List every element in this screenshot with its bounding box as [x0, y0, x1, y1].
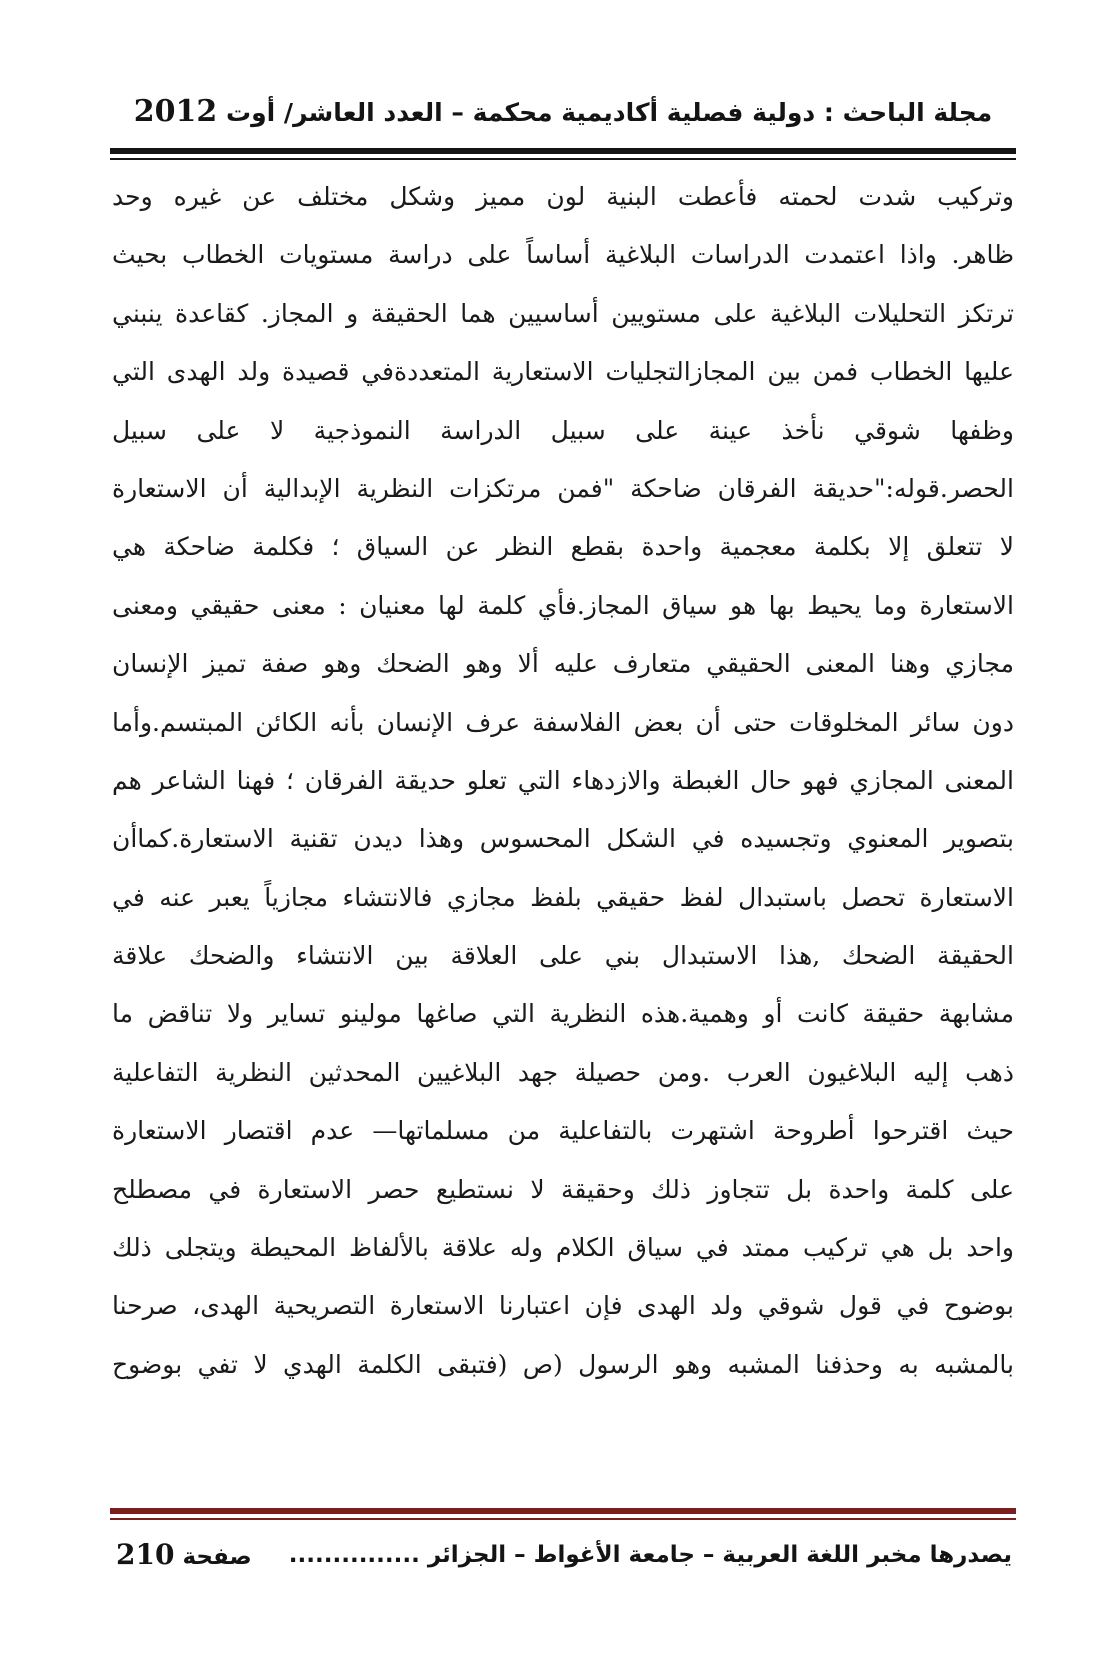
page-footer — [110, 1530, 1016, 1580]
journal-header-year: 2012 — [133, 94, 218, 129]
body-line: الاستعارة تحصل باستبدال لفظ حقيقي بلفظ مجازي فالانتشاء مجازياً يعبر عنه في — [112, 882, 1014, 912]
footer-rule-thin — [110, 1518, 1016, 1520]
body-line: ذهب إليه البلاغيون العرب .ومن حصيلة جهد البلاغيين المحدثين النظرية التفاعلية — [112, 1057, 1014, 1087]
body-line: بوضوح في قول شوقي ولد الهدى فإن اعتبارنا الاستعارة التصريحية الهدى، صرحنا — [112, 1291, 1014, 1321]
body-text — [112, 168, 1014, 1394]
body-line: وتركيب شدت لحمته فأعطت البنية لون مميز وشكل مختلف عن غيره وحد — [112, 182, 1014, 211]
body-line: بالمشبه به وحذفنا المشبه وهو الرسول (ص (فتبقى الكلمة الهدي لا تفي بوضوح — [112, 1349, 1014, 1379]
body-line: الحصر.قوله:"حديقة الفرقان ضاحكة "فمن مرتكزات النظرية الإبدالية أن الاستعارة — [112, 473, 1014, 503]
body-line: بتصوير المعنوي وتجسيده في الشكل المحسوس وهذا ديدن تقنية الاستعارة.كماأن — [112, 824, 1014, 854]
body-line: حيث اقترحوا أطروحة اشتهرت بالتفاعلية من مسلماتها— عدم اقتصار الاستعارة — [112, 1116, 1014, 1146]
page-number-block — [116, 1530, 252, 1582]
footer-publisher: يصدرها مخبر اللغة العربية – جامعة الأغواط – الجزائر ............... — [288, 1542, 1012, 1568]
header-rule-thick — [110, 148, 1016, 154]
body-line: على كلمة واحدة بل تتجاوز ذلك وحقيقة لا نستطيع حصر الاستعارة في مصطلح — [112, 1174, 1014, 1204]
body-line: مجازي وهنا المعنى الحقيقي متعارف عليه ألا وهو الضحك وهو صفة تميز الإنسان — [112, 649, 1014, 679]
journal-header — [110, 92, 1016, 133]
body-line: ترتكز التحليلات البلاغية على مستويين أساسيين هما الحقيقة و المجاز. كقاعدة ينبني — [112, 298, 1014, 328]
page-label: صفحة — [182, 1544, 252, 1570]
body-line: دون سائر المخلوقات حتى أن بعض الفلاسفة عرف الإنسان بأنه الكائن المبتسم.وأما — [112, 707, 1014, 737]
body-line: عليها الخطاب فمن بين المجازالتجليات الاستعارية المتعددةفي قصيدة ولد الهدى التي — [112, 357, 1014, 387]
body-line: الاستعارة وما يحيط بها هو سياق المجاز.فأي كلمة لها معنيان : معنى حقيقي ومعنى — [112, 590, 1014, 620]
body-line: وظفها شوقي نأخذ عينة على سبيل الدراسة النموذجية لا على سبيل — [112, 415, 1014, 445]
body-line: المعنى المجازي فهو حال الغبطة والازدهاء التي تعلو حديقة الفرقان ؛ فهنا الشاعر هم — [112, 765, 1014, 795]
footer-rule-thick — [110, 1508, 1016, 1514]
journal-header-text: مجلة الباحث : دولية فصلية أكاديمية محكمة – العدد العاشر/ أوت — [226, 98, 993, 127]
body-line: مشابهة حقيقة كانت أو وهمية.هذه النظرية التي صاغها مولينو تساير ولا تناقض ما — [112, 999, 1014, 1029]
body-line: واحد بل هي تركيب ممتد في سياق الكلام وله علاقة بالألفاظ المحيطة ويتجلى ذلك — [112, 1233, 1014, 1263]
body-line: الحقيقة الضحك ,هذا الاستبدال بني على العلاقة بين الانتشاء والضحك علاقة — [112, 941, 1014, 971]
body-line: ظاهر. واذا اعتمدت الدراسات البلاغية أساساً على دراسة مستويات الخطاب بحيث — [112, 240, 1014, 270]
header-rule-thin — [110, 158, 1016, 160]
page-number: 210 — [116, 1538, 175, 1571]
body-line: لا تتعلق إلا بكلمة معجمية واحدة بقطع النظر عن السياق ؛ فكلمة ضاحكة هي — [112, 532, 1014, 562]
